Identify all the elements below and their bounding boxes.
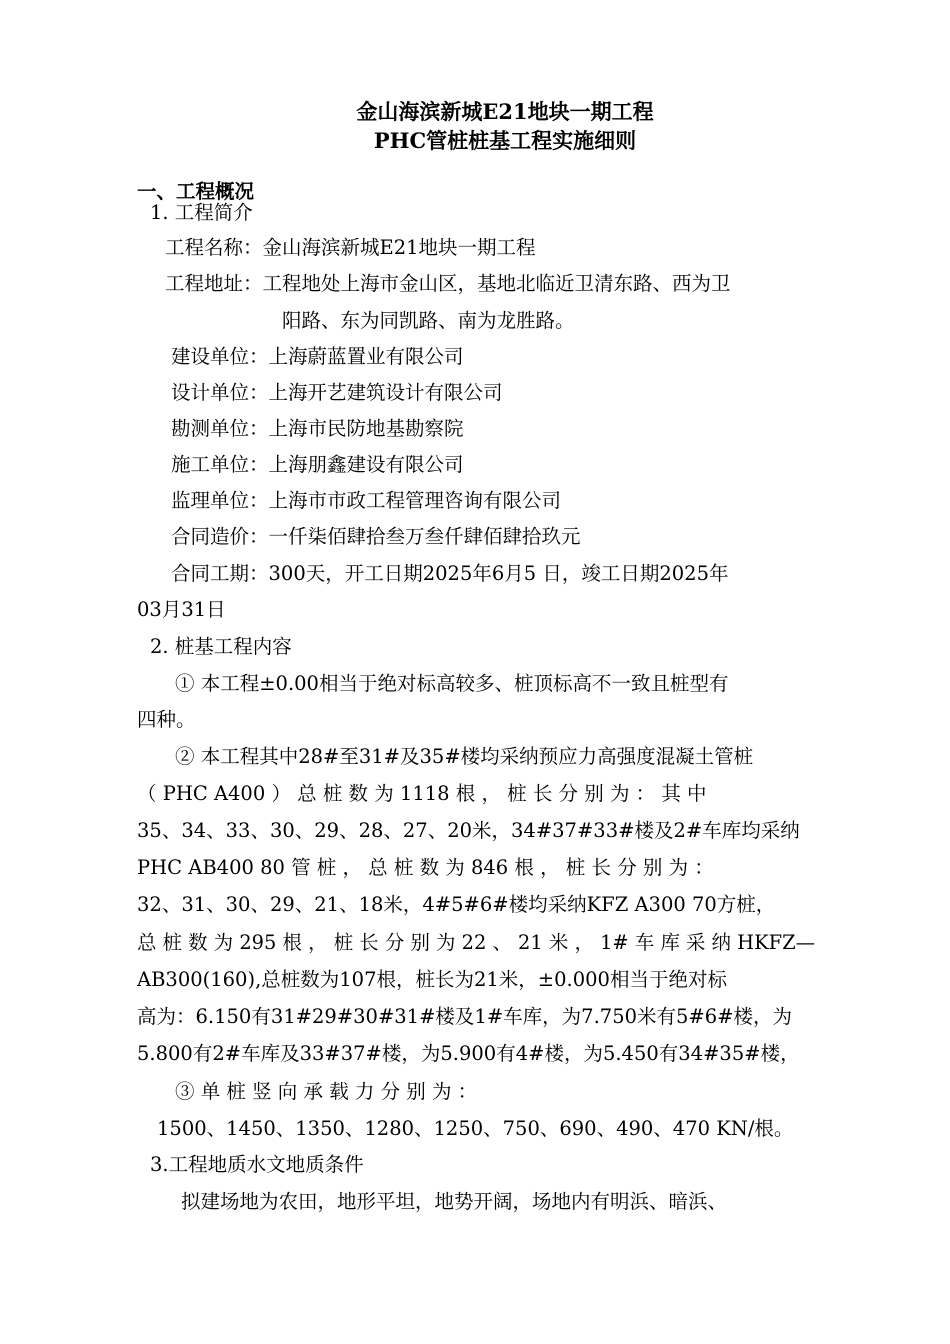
- item-2-line-3: 35、34、33、30、29、28、27、20米，34#37#33#楼及2#车库均采纳: [137, 819, 800, 842]
- section-heading-overview: 一、工程概况: [137, 180, 255, 203]
- subheading-geology: 3.工程地质水文地质条件: [150, 1153, 364, 1176]
- supervision-unit: 监理单位：上海市市政工程管理咨询有限公司: [171, 489, 562, 512]
- construction-unit: 施工单位：上海朋鑫建设有限公司: [171, 453, 464, 476]
- project-address-line-1: 工程地址：工程地处上海市金山区，基地北临近卫清东路、西为卫: [165, 272, 731, 295]
- item-2-line-9: 5.800有2#车库及33#37#楼，为5.900有4#楼，为5.450有34#35#楼，: [137, 1042, 800, 1065]
- subheading-pile-content: 2. 桩基工程内容: [150, 635, 292, 658]
- project-name: 工程名称：金山海滨新城E21地块一期工程: [165, 236, 536, 259]
- project-address-line-2: 阳路、东为同凯路、南为龙胜路。: [282, 309, 575, 332]
- item-2-line-6: 总 桩 数 为 295 根 ， 桩 长 分 别 为 22 、 21 米 ， 1# 车 库 采 纳 HKFZ—: [137, 931, 815, 954]
- item-2-line-5: 32、31、30、29、21、18米，4#5#6#楼均采纳KFZ A300 70方桩，: [137, 893, 776, 916]
- subheading-project-intro: 1. 工程简介: [150, 201, 253, 224]
- item-1-line-2: 四种。: [137, 708, 196, 731]
- item-2-line-1: ② 本工程其中28#至31#及35#楼均采纳预应力高强度混凝土管桩: [175, 745, 754, 768]
- item-3-line-2: 1500、1450、1350、1280、1250、750、690、490、470 KN/根。: [157, 1117, 794, 1140]
- survey-unit: 勘测单位：上海市民防地基勘察院: [171, 417, 464, 440]
- contract-price: 合同造价：一仟柒佰肆拾叁万叁仟肆佰肆拾玖元: [171, 525, 581, 548]
- item-3-line-1: ③ 单 桩 竖 向 承 载 力 分 别 为 ：: [175, 1080, 478, 1103]
- contract-period-line-1: 合同工期：300天，开工日期2025年6月5 日，竣工日期2025年: [171, 562, 729, 585]
- item-2-line-7: AB300(160),总桩数为107根，桩长为21米，±0.000相当于绝对标: [137, 968, 727, 991]
- item-2-line-2: （ PHC A400 ） 总 桩 数 为 1118 根 ， 桩 长 分 别 为 ： 其 中: [137, 782, 707, 805]
- contract-period-line-2: 03月31日: [137, 598, 226, 621]
- item-1-line-1: ① 本工程±0.00相当于绝对标高较多、桩顶标高不一致且桩型有: [175, 672, 729, 695]
- document-title-line-2: PHC管桩桩基工程实施细则: [373, 128, 637, 153]
- builder-unit: 建设单位：上海蔚蓝置业有限公司: [171, 345, 464, 368]
- item-2-line-8: 高为：6.150有31#29#30#31#楼及1#车库，为7.750米有5#6#楼，为: [137, 1005, 792, 1028]
- geology-line-1: 拟建场地为农田，地形平坦，地势开阔，场地内有明浜、暗浜、: [181, 1190, 728, 1213]
- item-2-line-4: PHC AB400 80 管 桩 ， 总 桩 数 为 846 根 ， 桩 长 分 别 为 ：: [137, 856, 714, 879]
- document-title-line-1: 金山海滨新城E21地块一期工程: [356, 99, 654, 124]
- design-unit: 设计单位：上海开艺建筑设计有限公司: [171, 381, 503, 404]
